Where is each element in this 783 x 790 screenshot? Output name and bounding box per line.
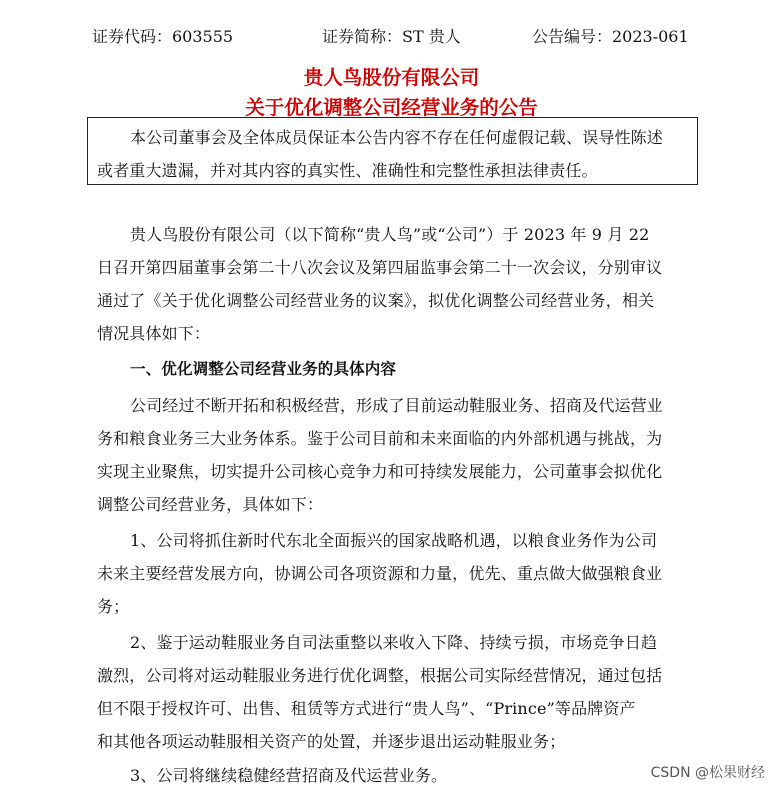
item-line: 务； — [97, 597, 130, 616]
disclaimer-line: 本公司董事会及全体成员保证本公告内容不存在任何虚假记载、误导性陈述 — [130, 128, 663, 147]
item-line: 但不限于授权许可、出售、租赁等方式进行“贵人鸟”、“Prince”等品牌资产 — [97, 699, 636, 718]
para-line: 公司经过不断开拓和积极经营，形成了目前运动鞋服业务、招商及代运营业 — [130, 396, 663, 415]
item-line: 3、公司将继续稳健经营招商及代运营业务。 — [130, 766, 448, 785]
stock-short-name: 证券简称：ST 贵人 — [322, 27, 461, 46]
section-heading: 一、优化调整公司经营业务的具体内容 — [130, 360, 397, 378]
item-line: 激烈，公司将对运动鞋服业务进行优化调整，根据公司实际经营情况，通过包括 — [97, 666, 663, 685]
stock-code: 证券代码：603555 — [92, 27, 234, 46]
intro-line: 情况具体如下： — [97, 324, 211, 343]
para-line: 实现主业聚焦，切实提升公司核心竞争力和可持续发展能力，公司董事会拟优化 — [97, 462, 663, 481]
company-title: 贵人鸟股份有限公司 — [303, 66, 480, 89]
intro-line: 贵人鸟股份有限公司（以下简称“贵人鸟”或“公司”）于 2023 年 9 月 22 — [130, 225, 650, 244]
item-line: 和其他各项运动鞋服相关资产的处置，并逐步退出运动鞋服业务； — [97, 732, 566, 751]
item-line: 2、鉴于运动鞋服业务自司法重整以来收入下降、持续亏损，市场竞争日趋 — [130, 633, 658, 652]
disclaimer-line: 或者重大遗漏，并对其内容的真实性、准确性和完整性承担法律责任。 — [97, 161, 598, 180]
watermark: CSDN @松果财经 — [650, 765, 765, 781]
intro-line: 日召开第四届董事会第二十八次会议及第四届监事会第二十一次会议，分别审议 — [97, 258, 663, 277]
item-line: 未来主要经营发展方向，协调公司各项资源和力量，优先、重点做大做强粮食业 — [97, 564, 663, 583]
para-line: 调整公司经营业务，具体如下： — [97, 495, 324, 514]
notice-number: 公告编号：2023-061 — [532, 27, 689, 46]
intro-line: 通过了《关于优化调整公司经营业务的议案》，拟优化调整公司经营业务，相关 — [97, 291, 655, 310]
notice-title: 关于优化调整公司经营业务的公告 — [245, 96, 538, 119]
para-line: 务和粮食业务三大业务体系。鉴于公司目前和未来面临的内外部机遇与挑战，为 — [97, 429, 663, 448]
item-line: 1、公司将抓住新时代东北全面振兴的国家战略机遇，以粮食业务作为公司 — [130, 531, 658, 550]
